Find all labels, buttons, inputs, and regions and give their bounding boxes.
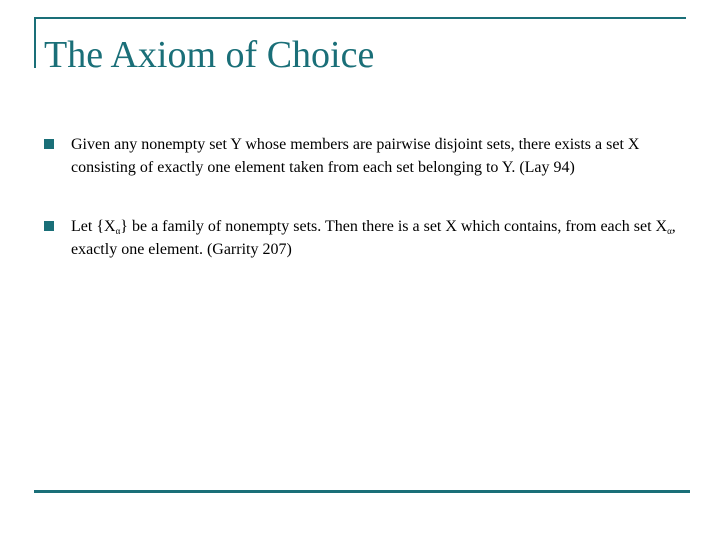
alpha-subscript: α bbox=[115, 226, 121, 236]
top-border-rule bbox=[34, 17, 686, 19]
bullet-text-garrity-part1: Let {X bbox=[71, 218, 116, 235]
left-border-rule bbox=[34, 17, 36, 68]
square-bullet-icon bbox=[44, 221, 54, 231]
bullet-item-lay bbox=[44, 133, 684, 179]
square-bullet-icon bbox=[44, 139, 54, 149]
slide-title: The Axiom of Choice bbox=[44, 34, 375, 76]
bullet-list bbox=[44, 133, 684, 261]
bullet-text-garrity-part3: , exactly one element. (Garrity 207) bbox=[71, 218, 676, 258]
bullet-item-garrity bbox=[44, 215, 684, 261]
alpha-subscript: α bbox=[667, 226, 672, 236]
bottom-border-rule bbox=[34, 490, 690, 493]
bullet-text-lay: Given any nonempty set Y whose members are pairwise disjoint sets, there exists a set X consisting of exactly one element taken from each set belonging to Y. (Lay 94) bbox=[71, 136, 640, 176]
bullet-text-garrity-part2: } be a family of nonempty sets. Then there is a set X which contains, from each set X bbox=[120, 218, 668, 235]
